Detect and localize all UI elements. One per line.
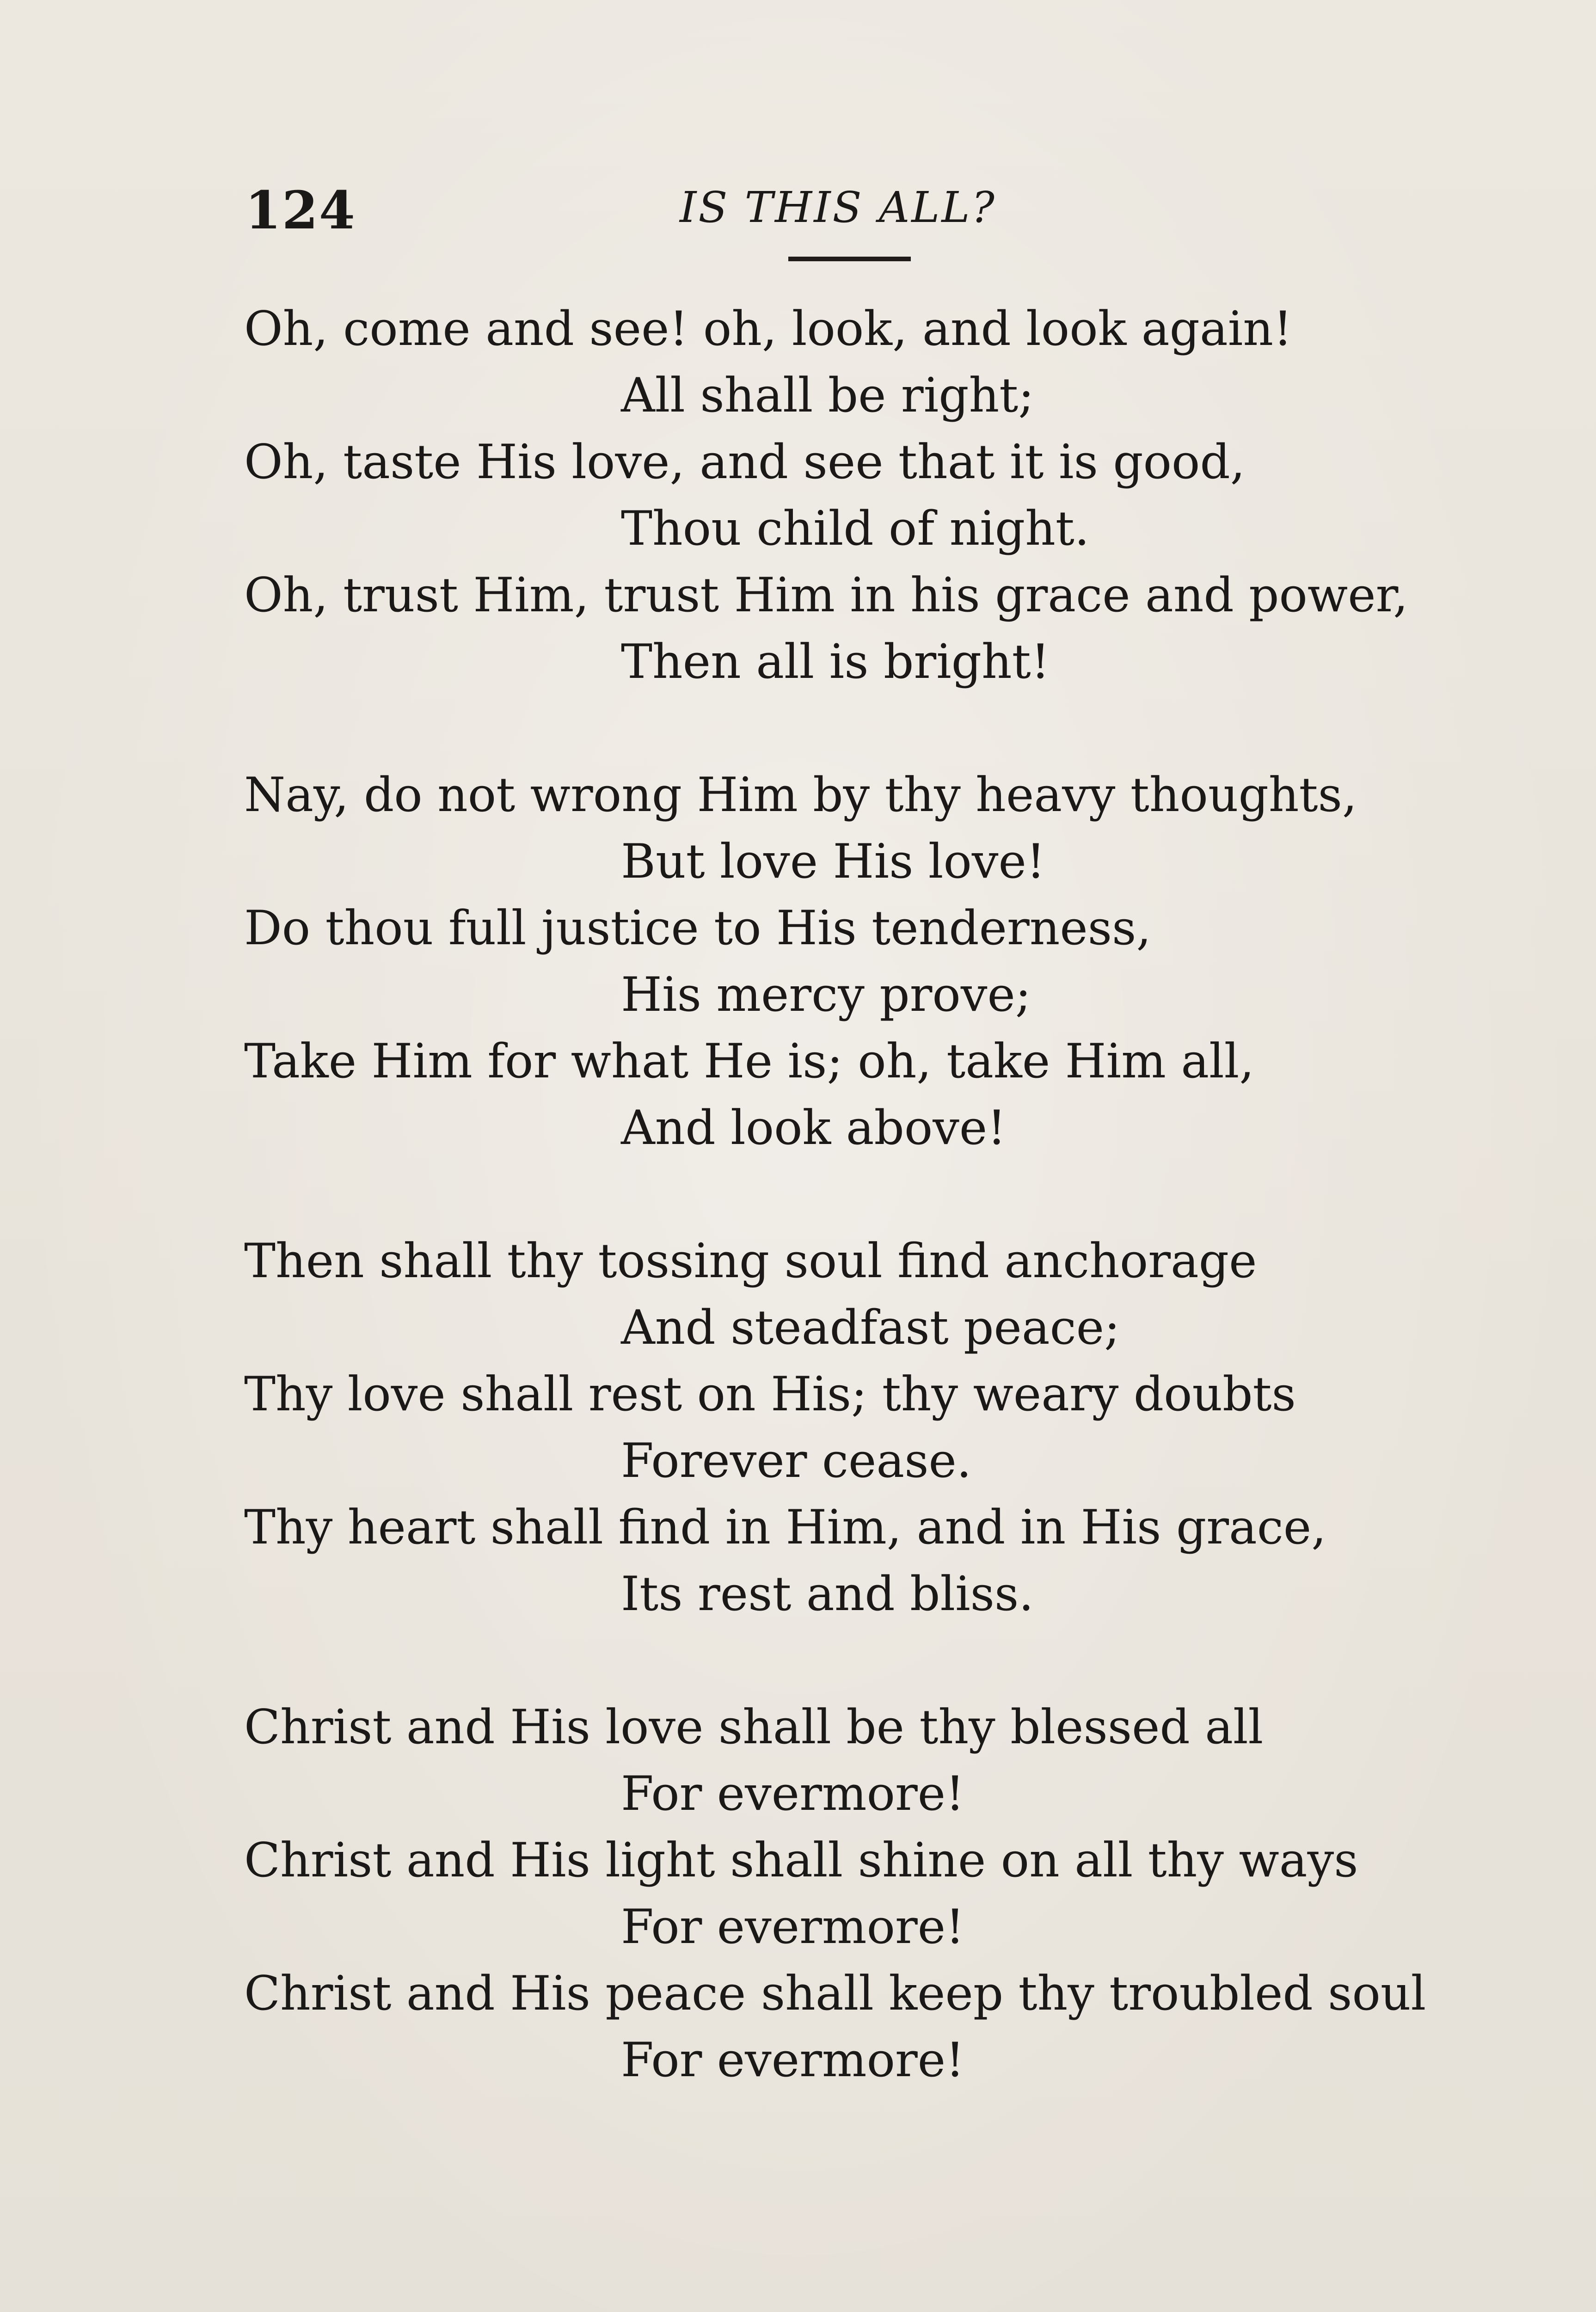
poem-line: Christ and His light shall shine on all thy ways (244, 1833, 1358, 1888)
poem-line: Thy heart shall find in Him, and in His grace, (244, 1500, 1326, 1555)
poem-line: For evermore! (621, 1766, 965, 1821)
poem-line: Oh, taste His love, and see that it is good, (244, 435, 1246, 490)
poem-line: Do thou full justice to His tenderness, (244, 901, 1151, 956)
poem-line: Take Him for what He is; oh, take Him all, (244, 1034, 1254, 1089)
poem-line: Thou child of night. (621, 501, 1090, 556)
poem-line: Thy love shall rest on His; thy weary doubts (244, 1367, 1296, 1422)
stanza-4 (244, 1694, 1446, 2094)
poem (244, 296, 1446, 2160)
stanza-3 (244, 1228, 1446, 1628)
poem-line: Oh, trust Him, trust Him in his grace and power, (244, 568, 1408, 623)
poem-line: Forever cease. (621, 1433, 972, 1488)
poem-line: Then all is bright! (621, 634, 1050, 689)
poem-line: All shall be right; (621, 368, 1034, 423)
poem-line: Nay, do not wrong Him by thy heavy thoughts, (244, 768, 1357, 823)
poem-line: Christ and His peace shall keep thy troubled soul (244, 1966, 1426, 2021)
poem-line: Its rest and bliss. (621, 1567, 1034, 1622)
title-rule (788, 257, 911, 261)
page-number: 124 (245, 180, 356, 241)
poem-line: Oh, come and see! oh, look, and look again! (244, 301, 1293, 357)
poem-line: Christ and His love shall be thy blessed all (244, 1700, 1264, 1755)
running-title: IS THIS ALL? (680, 183, 996, 232)
stanza-1 (244, 296, 1446, 695)
poem-line: His mercy prove; (621, 967, 1031, 1022)
poem-line: But love His love! (621, 834, 1045, 889)
poem-line: And steadfast peace; (621, 1300, 1120, 1355)
stanza-2 (244, 762, 1446, 1162)
poem-line: For evermore! (621, 2033, 965, 2088)
poem-line: Then shall thy tossing soul find anchorage (244, 1234, 1257, 1289)
poem-line: And look above! (621, 1101, 1007, 1156)
poem-line: For evermore! (621, 1900, 965, 1955)
